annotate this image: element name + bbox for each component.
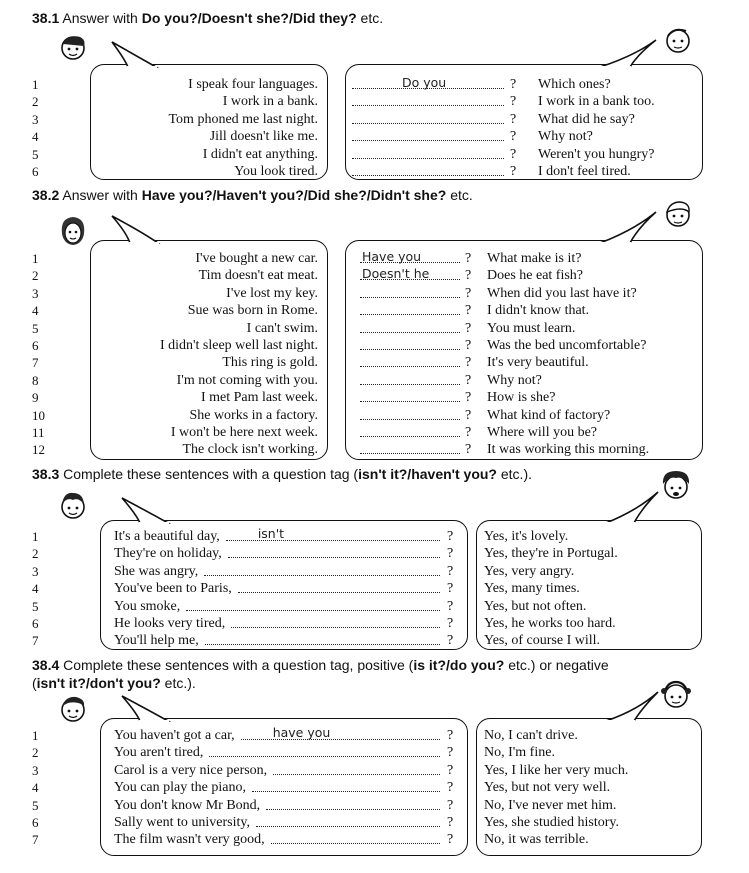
reply-text: Why not? — [538, 129, 593, 145]
answer-blank[interactable] — [228, 545, 440, 558]
exercise-row — [0, 407, 749, 424]
item-number: 9 — [32, 390, 39, 406]
question-mark: ? — [447, 633, 454, 649]
reply-text: No, I'm fine. — [484, 745, 555, 761]
sentence-text: He looks very tired, — [114, 616, 226, 631]
item-number: 4 — [32, 780, 39, 796]
question-mark: ? — [447, 598, 454, 614]
item-number: 4 — [32, 303, 39, 319]
answer-blank[interactable] — [204, 563, 440, 576]
instruction-text: etc. — [446, 187, 473, 203]
exercise-title-38-3 — [32, 466, 532, 482]
question-mark: ? — [447, 563, 454, 579]
answer-blank[interactable] — [271, 831, 440, 844]
exercise-row — [0, 76, 749, 93]
reply-text: No, I've never met him. — [484, 797, 617, 813]
instruction-bold: Do you?/Doesn't she?/Did they? — [141, 10, 357, 26]
exercise-row — [0, 727, 749, 744]
question-mark: ? — [510, 164, 517, 179]
instruction-bold: isn't it?/don't you? — [36, 675, 161, 691]
exercise-row — [0, 146, 749, 163]
exercise-row — [0, 744, 749, 761]
answer-blank[interactable] — [186, 598, 440, 611]
handwritten-answer: Have you — [362, 249, 422, 264]
answer-blank[interactable] — [360, 302, 460, 315]
instruction-text: etc.). — [496, 466, 532, 482]
question-mark: ? — [447, 815, 454, 830]
answer-blank[interactable] — [205, 632, 440, 645]
exercise-row — [0, 320, 749, 337]
reply-text: Yes, many times. — [484, 581, 580, 597]
item-number: 5 — [32, 320, 39, 336]
item-number: 6 — [32, 815, 39, 830]
exercise-row — [0, 580, 749, 597]
sentence-text: You've been to Paris, — [114, 581, 232, 597]
exercise-row — [0, 93, 749, 110]
reply-text: Weren't you hungry? — [538, 146, 655, 162]
item-number: 2 — [32, 268, 39, 284]
item-number: 3 — [32, 285, 39, 301]
item-number: 3 — [32, 762, 39, 778]
exercise-number: 38.3 — [32, 466, 60, 482]
exercise-row — [0, 354, 749, 371]
sentence-text: They're on holiday, — [114, 546, 222, 562]
instruction-bold: isn't it?/haven't you? — [358, 466, 497, 482]
answer-blank[interactable] — [352, 128, 504, 141]
question-mark: ? — [465, 390, 472, 406]
listener-face-icon — [660, 196, 696, 232]
item-number: 6 — [32, 338, 39, 353]
question-mark: ? — [447, 728, 454, 743]
question-mark: ? — [447, 616, 454, 631]
sentence-text: You haven't got a car, — [114, 728, 235, 743]
exercise-row — [0, 831, 749, 848]
item-number: 1 — [32, 77, 39, 92]
reply-text: Yes, very angry. — [484, 563, 575, 579]
reply-text: Yes, but not very well. — [484, 780, 611, 796]
instruction-text: etc.) or negative — [504, 657, 609, 673]
exercise-row — [0, 797, 749, 814]
exercise-title-38-4-line2 — [32, 675, 196, 691]
question-mark: ? — [447, 780, 454, 796]
question-mark: ? — [510, 111, 517, 127]
statement-text: I can't swim. — [246, 320, 318, 336]
exercise-row — [0, 615, 749, 632]
item-number: 5 — [32, 797, 39, 813]
item-number: 2 — [32, 745, 39, 761]
question-mark: ? — [465, 285, 472, 301]
listener-face-icon — [656, 676, 696, 714]
item-number: 3 — [32, 563, 39, 579]
bubble-tail — [120, 694, 180, 724]
item-number: 8 — [32, 372, 39, 388]
statement-text: Jill doesn't like me. — [209, 129, 318, 145]
answer-blank[interactable] — [256, 814, 440, 827]
answer-blank[interactable] — [266, 797, 440, 810]
exercise-row — [0, 814, 749, 831]
item-number: 1 — [32, 251, 39, 266]
reply-text: I work in a bank too. — [538, 94, 655, 110]
exercise-row — [0, 302, 749, 319]
exercise-row — [0, 372, 749, 389]
answer-blank[interactable] — [360, 407, 460, 420]
question-mark: ? — [447, 546, 454, 562]
instruction-text: Complete these sentences with a question tag ( — [63, 466, 359, 482]
exercise-row — [0, 285, 749, 302]
sentence-text: You'll help me, — [114, 633, 199, 649]
answer-blank[interactable] — [360, 389, 460, 402]
sentence-text: You smoke, — [114, 598, 181, 614]
sentence-text: Carol is a very nice person, — [114, 762, 268, 778]
item-number: 7 — [32, 832, 39, 848]
reply-text: Yes, they're in Portugal. — [484, 546, 618, 562]
instruction-text: etc.). — [160, 675, 196, 691]
reply-text: What kind of factory? — [487, 407, 611, 423]
statement-text: You look tired. — [234, 164, 318, 179]
exercise-title-38-2 — [32, 187, 473, 203]
answer-blank[interactable] — [360, 372, 460, 385]
speaker-face-icon — [56, 30, 90, 64]
instruction-bold: is it?/do you? — [413, 657, 505, 673]
question-mark: ? — [510, 146, 517, 162]
reply-text: It was working this morning. — [487, 442, 650, 458]
question-mark: ? — [465, 320, 472, 336]
reply-text: Yes, it's lovely. — [484, 529, 569, 544]
sentence-text: The film wasn't very good, — [114, 832, 265, 848]
answer-blank[interactable] — [209, 744, 440, 757]
reply-text: How is she? — [487, 390, 556, 406]
question-mark: ? — [465, 338, 472, 353]
statement-text: I speak four languages. — [188, 77, 318, 92]
statement-text: I met Pam last week. — [200, 390, 318, 406]
question-mark: ? — [447, 832, 454, 848]
statement-text: This ring is gold. — [222, 355, 318, 371]
exercise-number: 38.1 — [32, 10, 60, 26]
statement-text: Sue was born in Rome. — [187, 303, 318, 319]
answer-blank[interactable] — [352, 163, 504, 176]
statement-text: Tim doesn't eat meat. — [198, 268, 318, 284]
reply-text: Where will you be? — [487, 425, 598, 440]
answer-blank[interactable] — [360, 285, 460, 298]
sentence-text: Sally went to university, — [114, 815, 250, 830]
reply-text: Was the bed uncomfortable? — [487, 338, 647, 353]
statement-text: I didn't sleep well last night. — [159, 338, 318, 353]
answer-blank[interactable] — [360, 354, 460, 367]
exercise-row — [0, 779, 749, 796]
answer-blank[interactable] — [360, 337, 460, 350]
answer-blank[interactable] — [360, 320, 460, 333]
answer-blank[interactable] — [231, 615, 440, 628]
question-mark: ? — [510, 129, 517, 145]
handwritten-answer: isn't — [257, 526, 285, 541]
speaker-face-icon — [56, 692, 90, 726]
exercise-row — [0, 128, 749, 145]
listener-face-icon — [656, 466, 696, 506]
statement-text: I work in a bank. — [222, 94, 318, 110]
exercise-row — [0, 545, 749, 562]
question-mark: ? — [465, 442, 472, 458]
speaker-face-icon — [56, 488, 90, 524]
answer-blank[interactable] — [352, 146, 504, 159]
item-number: 6 — [32, 616, 39, 631]
question-mark: ? — [465, 372, 472, 388]
bubble-tail — [590, 210, 660, 246]
exercise-row — [0, 389, 749, 406]
reply-text: Yes, of course I will. — [484, 633, 601, 649]
reply-text: You must learn. — [487, 320, 576, 336]
item-number: 2 — [32, 546, 39, 562]
question-mark: ? — [447, 581, 454, 597]
reply-text: Yes, I like her very much. — [484, 762, 629, 778]
reply-text: Why not? — [487, 372, 542, 388]
answer-blank[interactable] — [360, 424, 460, 437]
answer-blank[interactable] — [352, 93, 504, 106]
item-number: 4 — [32, 581, 39, 597]
reply-text: I didn't know that. — [487, 303, 590, 319]
item-number: 4 — [32, 129, 39, 145]
bubble-tail — [120, 496, 180, 526]
question-mark: ? — [465, 251, 472, 266]
question-mark: ? — [447, 745, 454, 761]
answer-blank[interactable] — [238, 580, 440, 593]
question-mark: ? — [447, 529, 454, 544]
bubble-tail — [110, 214, 170, 246]
item-number: 1 — [32, 728, 39, 743]
exercise-row — [0, 424, 749, 441]
reply-text: What make is it? — [487, 251, 582, 266]
answer-blank[interactable] — [360, 441, 460, 454]
question-mark: ? — [510, 94, 517, 110]
instruction-text: Answer with — [62, 10, 142, 26]
exercise-row — [0, 441, 749, 458]
question-mark: ? — [510, 77, 517, 92]
question-mark: ? — [447, 797, 454, 813]
exercise-number: 38.2 — [32, 187, 60, 203]
reply-text: Does he eat fish? — [487, 268, 584, 284]
statement-text: Tom phoned me last night. — [168, 111, 318, 127]
item-number: 10 — [32, 407, 45, 423]
item-number: 1 — [32, 529, 39, 544]
exercise-row — [0, 267, 749, 284]
instruction-text: Answer with — [62, 187, 142, 203]
statement-text: I didn't eat anything. — [202, 146, 318, 162]
question-mark: ? — [465, 303, 472, 319]
reply-text: Yes, but not often. — [484, 598, 587, 614]
speaker-face-icon — [56, 212, 90, 250]
exercise-title-38-4 — [32, 657, 609, 673]
item-number: 7 — [32, 355, 39, 371]
exercise-title-38-1 — [32, 10, 383, 26]
sentence-text: You don't know Mr Bond, — [114, 797, 261, 813]
statement-text: I've bought a new car. — [195, 251, 318, 266]
item-number: 2 — [32, 94, 39, 110]
reply-text: Which ones? — [538, 77, 611, 92]
instruction-text: Complete these sentences with a question tag, positive ( — [63, 657, 414, 673]
exercise-row — [0, 762, 749, 779]
item-number: 6 — [32, 164, 39, 179]
bubble-tail — [110, 40, 170, 70]
reply-text: No, it was terrible. — [484, 832, 589, 848]
handwritten-answer: Doesn't he — [362, 266, 430, 282]
handwritten-answer: Do you — [402, 75, 447, 90]
reply-text: No, I can't drive. — [484, 728, 578, 743]
bubble-tail — [600, 690, 662, 724]
bubble-tail — [590, 38, 660, 70]
item-number: 3 — [32, 111, 39, 127]
handwritten-answer: have you — [272, 725, 331, 740]
sentence-text: You can play the piano, — [114, 780, 246, 796]
question-mark: ? — [465, 355, 472, 371]
sentence-text: It's a beautiful day, — [114, 529, 220, 544]
exercise-row — [0, 111, 749, 128]
listener-face-icon — [660, 22, 696, 58]
statement-text: She works in a factory. — [189, 407, 318, 423]
instruction-text: etc. — [356, 10, 384, 26]
question-mark: ? — [465, 425, 472, 440]
reply-text: What did he say? — [538, 111, 635, 127]
statement-text: I've lost my key. — [226, 285, 318, 301]
item-number: 7 — [32, 633, 39, 649]
item-number: 12 — [32, 442, 45, 458]
instruction-bold: Have you?/Haven't you?/Did she?/Didn't she? — [141, 187, 447, 203]
item-number: 11 — [32, 425, 45, 440]
reply-text: Yes, she studied history. — [484, 815, 619, 830]
exercise-row — [0, 632, 749, 649]
statement-text: The clock isn't working. — [182, 442, 318, 458]
statement-text: I won't be here next week. — [170, 425, 318, 440]
answer-blank[interactable] — [352, 111, 504, 124]
question-mark: ? — [447, 762, 454, 778]
exercise-row — [0, 598, 749, 615]
reply-text: I don't feel tired. — [538, 164, 631, 179]
bubble-tail — [600, 490, 662, 526]
exercise-row — [0, 563, 749, 580]
exercise-row — [0, 337, 749, 354]
question-mark: ? — [465, 407, 472, 423]
answer-blank[interactable] — [252, 779, 440, 792]
item-number: 5 — [32, 146, 39, 162]
reply-text: Yes, he works too hard. — [484, 616, 616, 631]
item-number: 5 — [32, 598, 39, 614]
exercise-number: 38.4 — [32, 657, 60, 673]
sentence-text: You aren't tired, — [114, 745, 204, 761]
question-mark: ? — [465, 268, 472, 284]
reply-text: When did you last have it? — [487, 285, 637, 301]
answer-blank[interactable] — [273, 762, 440, 775]
reply-text: It's very beautiful. — [487, 355, 589, 371]
sentence-text: She was angry, — [114, 563, 199, 579]
exercise-row — [0, 528, 749, 545]
answer-blank[interactable] — [241, 727, 440, 740]
instruction-text: ( — [32, 675, 37, 691]
statement-text: I'm not coming with you. — [176, 372, 318, 388]
exercise-row — [0, 163, 749, 180]
